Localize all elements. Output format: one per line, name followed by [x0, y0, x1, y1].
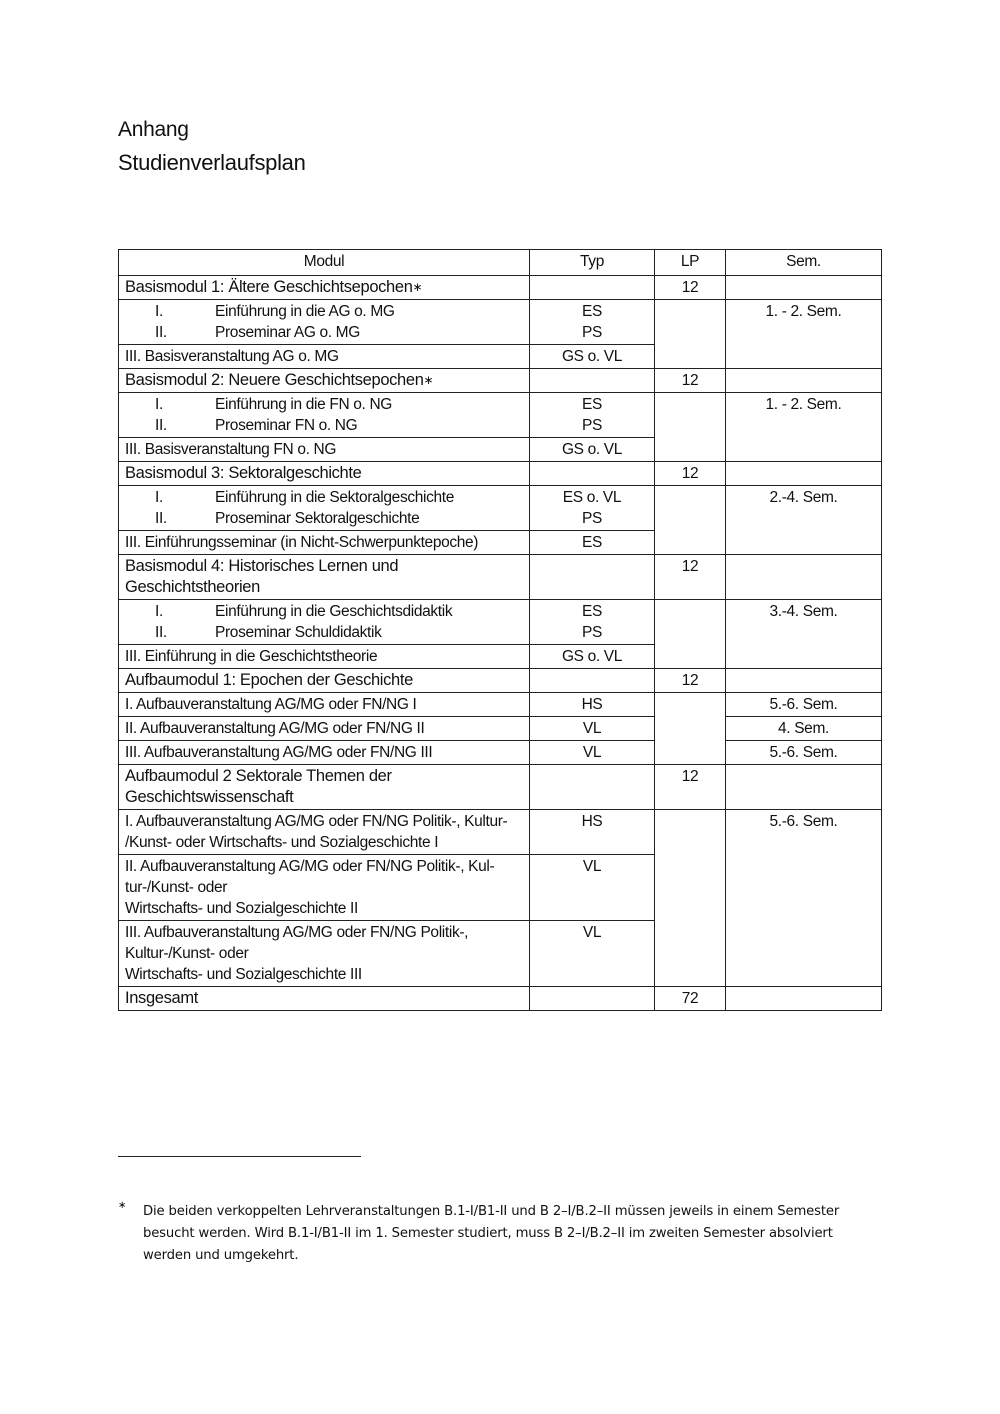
module-row [119, 669, 882, 693]
course-cell: III. Einführungsseminar (in Nicht-Schwerpunktepoche) [119, 531, 530, 555]
total-row [119, 987, 882, 1011]
course-type: GS o. VL [530, 345, 655, 369]
module-lp: 12 [655, 369, 726, 393]
table-row [119, 717, 882, 741]
table-row [119, 600, 882, 645]
page-title: Studienverlaufsplan [118, 150, 306, 175]
semester-cell: 1. - 2. Sem. [726, 300, 882, 369]
module-lp: 12 [655, 765, 726, 810]
module-lp: 12 [655, 555, 726, 600]
course-cell: I. Einführung in die AG o. MG II. Proseminar AG o. MG [119, 300, 530, 345]
course-cell: II. Aufbauveranstaltung AG/MG oder FN/NG II [119, 717, 530, 741]
course-cell: III. Aufbauveranstaltung AG/MG oder FN/NG III [119, 741, 530, 765]
header-modul: Modul [119, 250, 530, 276]
semester-cell: 1. - 2. Sem. [726, 393, 882, 462]
footnote-text: Die beiden verkoppelten Lehrveranstaltungen B.1-I/B1-II und B 2–I/B.2–II müssen jeweils in einem Semester besucht werden. Wird B.1-I/B1-II im 1. Semester studiert, muss B 2–I/B.2–II im zweiten Semester absolviert werden und umgekehrt. [143, 1204, 840, 1263]
semester-cell: 5.-6. Sem. [726, 741, 882, 765]
header-typ: Typ [530, 250, 655, 276]
course-type: ES o. VL PS [530, 486, 655, 531]
study-plan-table [118, 249, 882, 1011]
footnote-ref: ∗ [412, 280, 423, 294]
course-type: GS o. VL [530, 438, 655, 462]
course-type: HS [530, 810, 655, 855]
module-lp: 12 [655, 462, 726, 486]
table-row [119, 693, 882, 717]
course-cell: III. Basisveranstaltung AG o. MG [119, 345, 530, 369]
course-type: VL [530, 717, 655, 741]
header-sem: Sem. [726, 250, 882, 276]
module-title: Basismodul 3: Sektoralgeschichte [119, 462, 530, 486]
semester-cell: 5.-6. Sem. [726, 693, 882, 717]
course-type: VL [530, 741, 655, 765]
total-lp: 72 [655, 987, 726, 1011]
semester-cell: 4. Sem. [726, 717, 882, 741]
semester-cell: 2.-4. Sem. [726, 486, 882, 555]
module-row [119, 462, 882, 486]
course-type: ES PS [530, 300, 655, 345]
course-type: HS [530, 693, 655, 717]
course-type: VL [530, 921, 655, 987]
module-title: Aufbaumodul 1: Epochen der Geschichte [119, 669, 530, 693]
footnote-mark: ∗ [118, 1200, 127, 1211]
total-label: Insgesamt [119, 987, 530, 1011]
semester-cell: 3.-4. Sem. [726, 600, 882, 669]
table-row [119, 810, 882, 855]
module-title: Basismodul 2: Neuere Geschichtsepochen∗ [119, 369, 530, 393]
module-lp: 12 [655, 276, 726, 300]
table-header-row [119, 250, 882, 276]
semester-cell: 5.-6. Sem. [726, 810, 882, 987]
course-type: VL [530, 855, 655, 921]
module-row [119, 555, 882, 600]
module-row [119, 276, 882, 300]
footnote-separator [118, 1156, 361, 1157]
course-cell: III. Basisveranstaltung FN o. NG [119, 438, 530, 462]
footnote-ref: ∗ [423, 373, 434, 387]
course-cell: III. Aufbauveranstaltung AG/MG oder FN/NG Politik-, Kultur-/Kunst- oder Wirtschafts- und Sozialgeschichte III [119, 921, 530, 987]
module-row [119, 765, 882, 810]
course-type: GS o. VL [530, 645, 655, 669]
course-cell: III. Einführung in die Geschichtstheorie [119, 645, 530, 669]
module-title: Basismodul 1: Ältere Geschichtsepochen∗ [119, 276, 530, 300]
table-row [119, 300, 882, 345]
course-cell: I. Einführung in die Sektoralgeschichte II. Proseminar Sektoralgeschichte [119, 486, 530, 531]
course-cell: I. Aufbauveranstaltung AG/MG oder FN/NG I [119, 693, 530, 717]
course-type: ES [530, 531, 655, 555]
course-cell: I. Einführung in die Geschichtsdidaktik II. Proseminar Schuldidaktik [119, 600, 530, 645]
module-row [119, 369, 882, 393]
course-type: ES PS [530, 393, 655, 438]
module-title: Basismodul 4: Historisches Lernen und Geschichtstheorien [119, 555, 530, 600]
appendix-heading: Anhang [118, 118, 189, 141]
course-cell: II. Aufbauveranstaltung AG/MG oder FN/NG Politik-, Kul- tur-/Kunst- oder Wirtschafts- und Sozialgeschichte II [119, 855, 530, 921]
course-cell: I. Einführung in die FN o. NG II. Proseminar FN o. NG [119, 393, 530, 438]
module-lp: 12 [655, 669, 726, 693]
course-type: ES PS [530, 600, 655, 645]
course-cell: I. Aufbauveranstaltung AG/MG oder FN/NG Politik-, Kultur- /Kunst- oder Wirtschafts- und Sozialgeschichte I [119, 810, 530, 855]
table-row [119, 393, 882, 438]
table-row [119, 486, 882, 531]
header-lp: LP [655, 250, 726, 276]
module-title: Aufbaumodul 2 Sektorale Themen der Geschichtswissenschaft [119, 765, 530, 810]
table-row [119, 741, 882, 765]
